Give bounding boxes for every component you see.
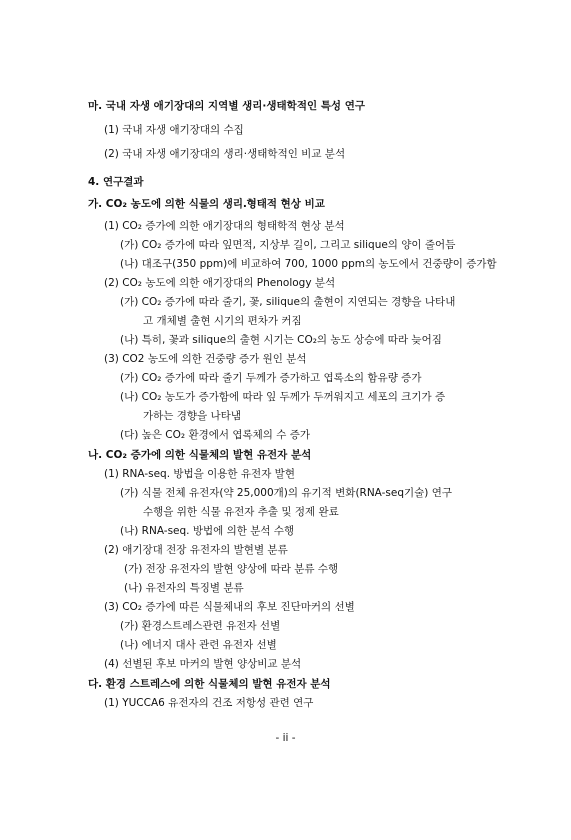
list-item: (1) CO₂ 증가에 의한 애기장대의 형태학적 현상 분석 [104, 220, 345, 232]
section-heading: 4. 연구결과 [88, 176, 144, 188]
list-subitem: (나) 대조구(350 ppm)에 비교하여 700, 1000 ppm의 농도에서 건중량이 증가함 [120, 258, 497, 270]
subsection-heading: 다. 환경 스트레스에 의한 식물체의 발현 유전자 분석 [88, 678, 331, 690]
list-subitem: (가) CO₂ 증가에 따라 잎면적, 지상부 길이, 그리고 silique의 양이 줄어듬 [120, 239, 456, 251]
list-subitem: (가) 식물 전체 유전자(약 25,000개)의 유기적 변화(RNA-seq기술) 연구 [120, 487, 453, 499]
subsection-heading: 나. CO₂ 증가에 의한 식물체의 발현 유전자 분석 [88, 449, 312, 461]
list-subitem: (가) CO₂ 증가에 따라 줄기, 꽃, silique의 출현이 지연되는 경향을 나타내 [120, 296, 456, 308]
list-item: (2) 국내 자생 애기장대의 생리·생태학적인 비교 분석 [104, 148, 346, 160]
list-item: (1) YUCCA6 유전자의 건조 저항성 관련 연구 [104, 697, 314, 709]
list-subitem: (나) 유전자의 특징별 분류 [124, 582, 244, 594]
list-subitem: (나) 특히, 꽃과 silique의 출현 시기는 CO₂의 농도 상승에 따라 늦어짐 [120, 334, 442, 346]
list-item: (1) 국내 자생 애기장대의 수집 [104, 124, 244, 136]
list-item: (3) CO2 농도에 의한 건중량 증가 원인 분석 [104, 353, 307, 365]
list-subitem-continued: 가하는 경향을 나타냄 [143, 410, 241, 422]
list-item: (2) 애기장대 전장 유전자의 발현별 분류 [104, 544, 288, 556]
list-subitem: (나) CO₂ 농도가 증가함에 따라 잎 두께가 두꺼워지고 세포의 크기가 증 [120, 391, 446, 403]
subsection-heading: 가. CO₂ 농도에 의한 식물의 생리․형태적 현상 비교 [88, 198, 325, 210]
page-number: - ii - [275, 732, 296, 744]
list-item: (2) CO₂ 농도에 의한 애기장대의 Phenology 분석 [104, 277, 336, 289]
section-heading: 마. 국내 자생 애기장대의 지역별 생리·생태학적인 특성 연구 [88, 100, 365, 112]
list-subitem: (가) 전장 유전자의 발현 양상에 따라 분류 수행 [124, 563, 339, 575]
list-subitem: (나) RNA-seq. 방법에 의한 분석 수행 [120, 525, 295, 537]
list-subitem: (가) CO₂ 증가에 따라 줄기 두께가 증가하고 엽록소의 함유량 증가 [120, 372, 422, 384]
list-subitem: (나) 에너지 대사 관련 유전자 선별 [120, 639, 277, 651]
list-subitem: (가) 환경스트레스관련 유전자 선별 [120, 620, 281, 632]
list-subitem: (다) 높은 CO₂ 환경에서 엽록체의 수 증가 [120, 429, 311, 441]
list-subitem-continued: 고 개체별 출현 시기의 편차가 커짐 [143, 315, 302, 327]
list-subitem-continued: 수행을 위한 식물 유전자 추출 및 정제 완료 [143, 506, 339, 518]
list-item: (1) RNA-seq. 방법을 이용한 유전자 발현 [104, 468, 295, 480]
list-item: (3) CO₂ 증가에 따른 식물체내의 후보 진단마커의 선별 [104, 601, 355, 613]
list-item: (4) 선별된 후보 마커의 발현 양상비교 분석 [104, 658, 302, 670]
